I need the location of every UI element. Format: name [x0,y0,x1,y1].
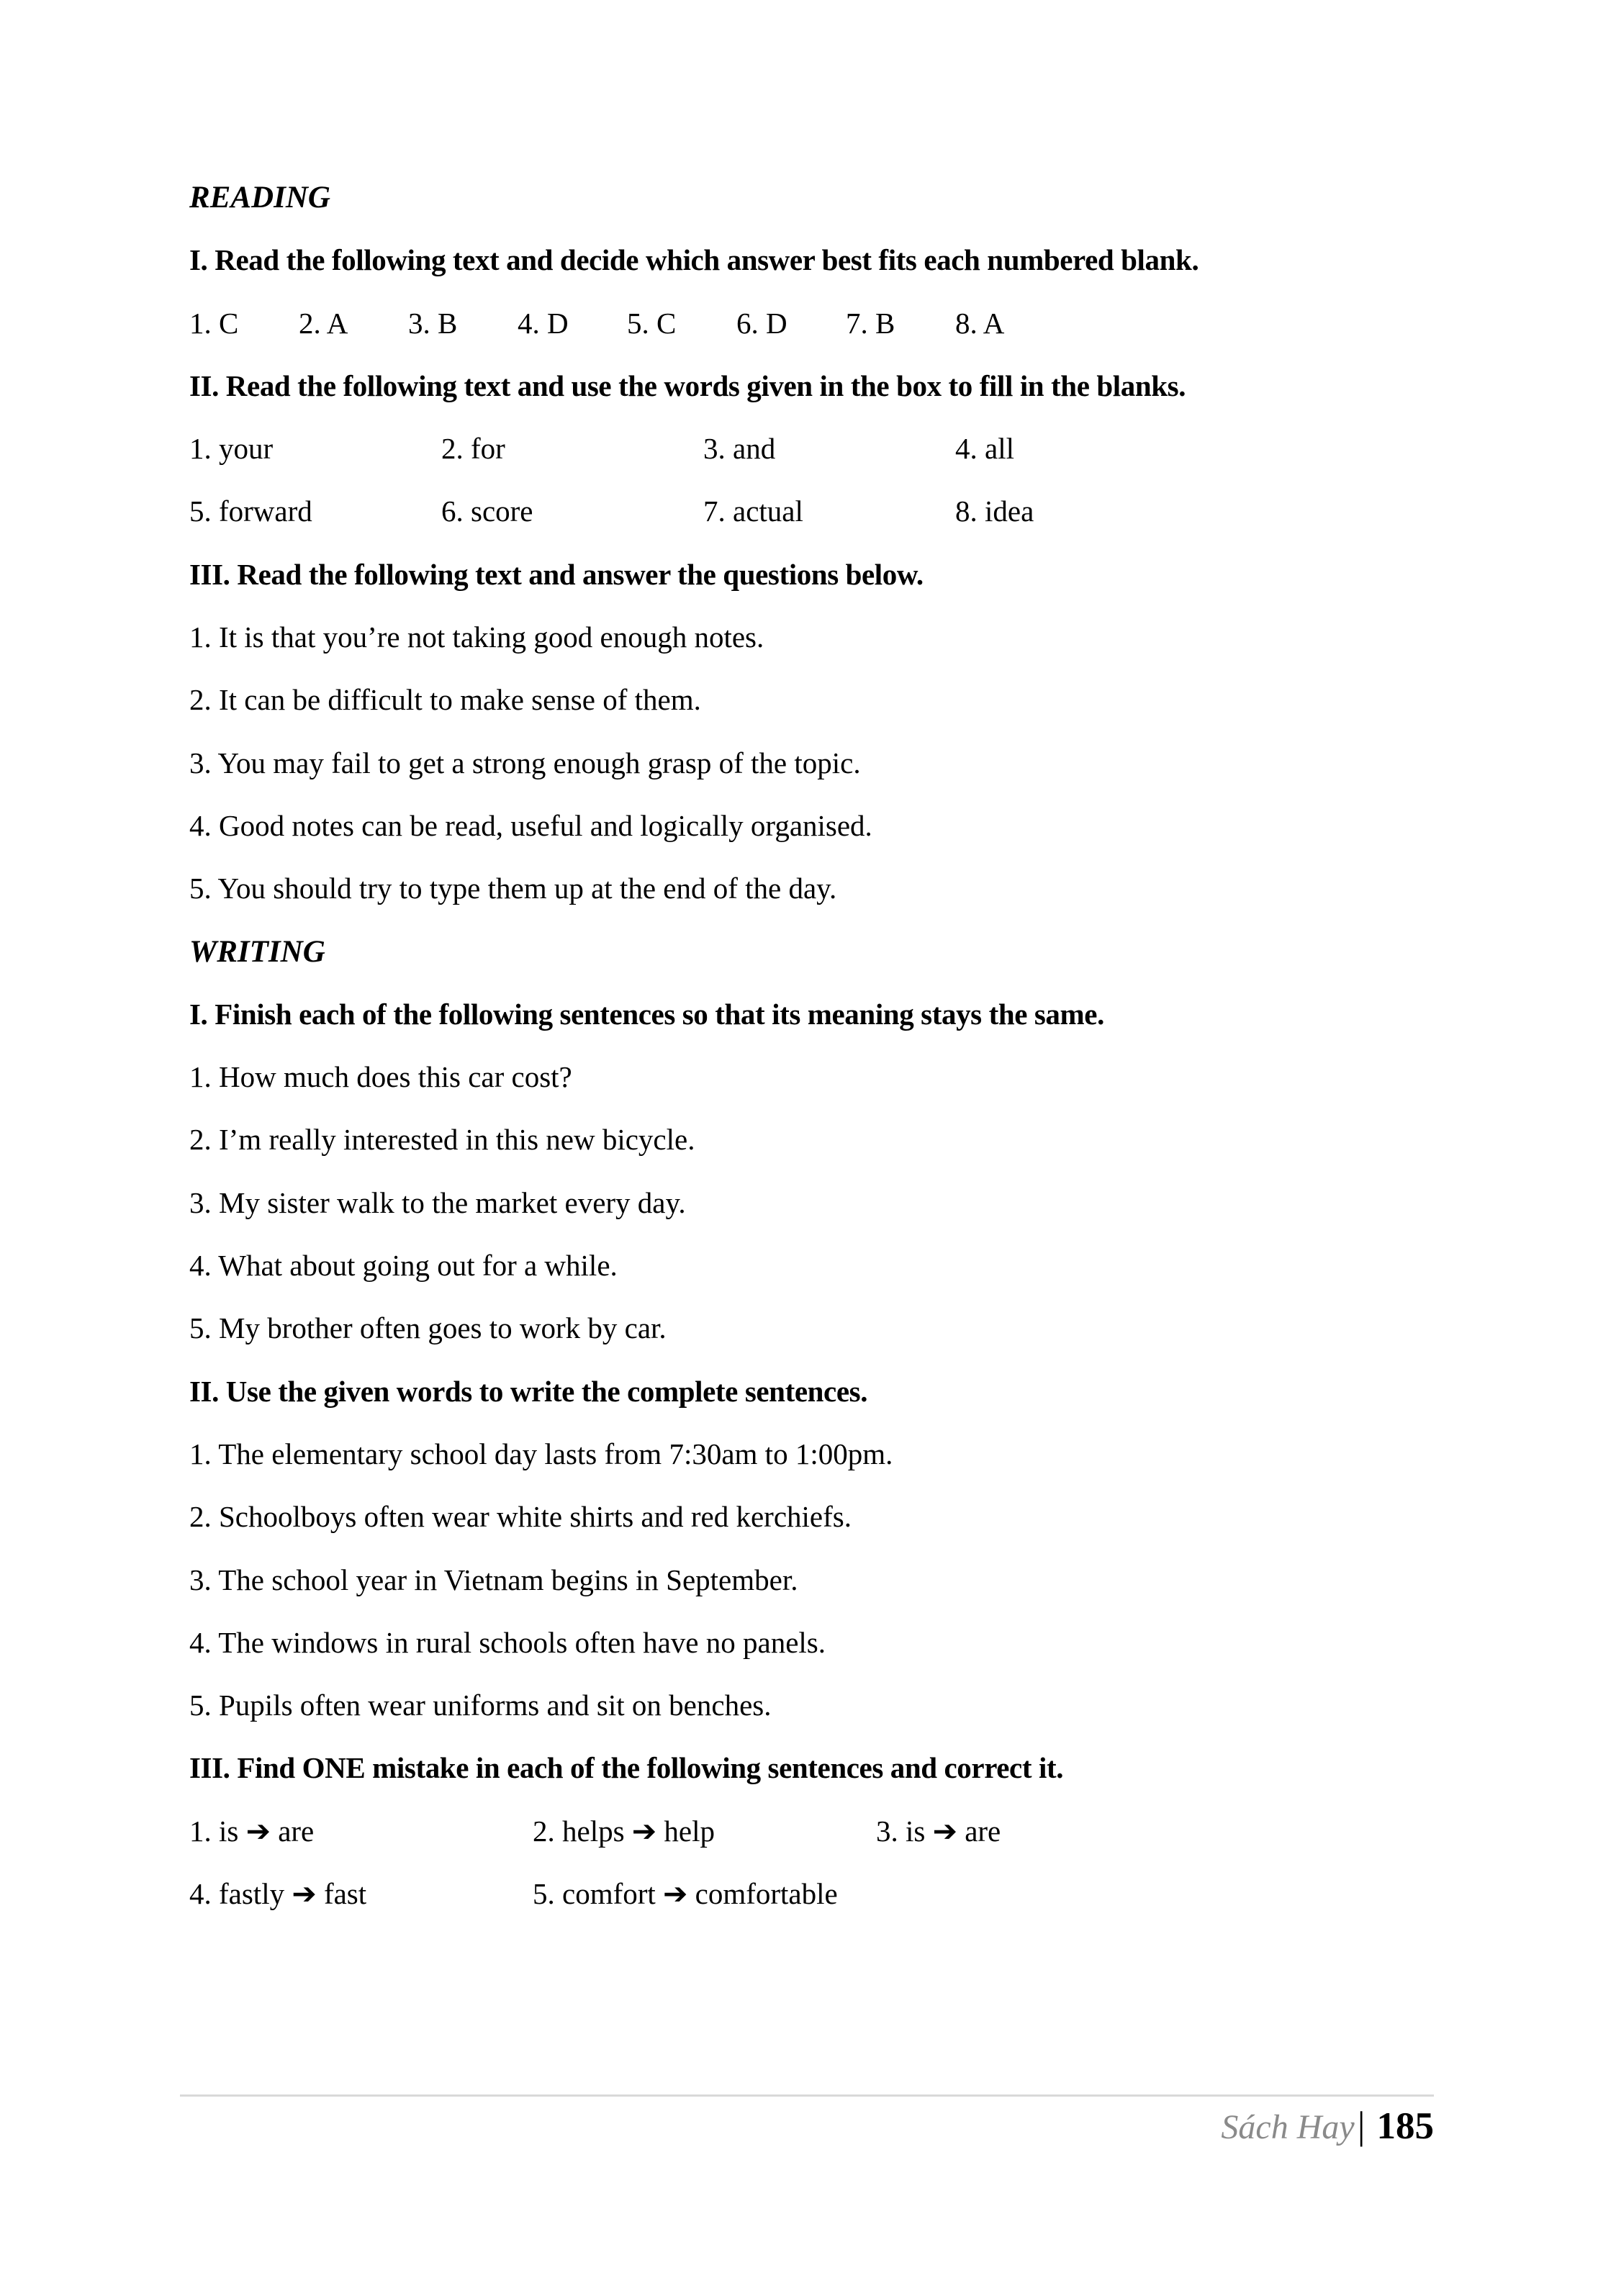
writing-section1-item-2: 2. I’m really interested in this new bicycle. [189,1123,695,1157]
footer-separator: | [1357,2104,1366,2147]
writing-section2-item-5: 5. Pupils often wear uniforms and sit on benches. [189,1689,772,1722]
reading-section2-answers-row1 [189,417,1435,480]
footer-divider [180,2094,1434,2097]
writing-section3-answers-row1 [189,1800,1435,1863]
mistake-item-1: 1. is ➔ are [189,1814,315,1848]
writing-section1-item-4: 4. What about going out for a while. [189,1249,618,1283]
reading-section1-answers [189,292,1435,355]
writing-section1-item-3: 3. My sister walk to the market every day. [189,1185,686,1219]
writing-section2-item-1: 1. The elementary school day lasts from 7:30am to 1:00pm. [189,1437,893,1470]
word-item-3: 3. and [703,432,776,466]
answer-item-2: 2. A [299,306,348,340]
mistake-item-5: 5. comfort ➔ comfortable [533,1877,838,1911]
answer-item-4: 4. D [518,306,569,340]
word-item-1: 1. your [189,432,274,466]
writing-section2-item-2: 2. Schoolboys often wear white shirts and red kerchiefs. [189,1500,852,1534]
reading-section3-item-4: 4. Good notes can be read, useful and logically organised. [189,808,872,842]
writing-section1-heading: I. Finish each of the following sentences so that its meaning stays the same. [189,997,1104,1031]
footer-page-number: 185 [1376,2105,1434,2147]
answer-item-5: 5. C [627,306,677,340]
footer-brand: Sách Hay [1221,2108,1355,2146]
mistake-item-2: 2. helps ➔ help [533,1814,715,1848]
writing-section3-heading: III. Find ONE mistake in each of the following sentences and correct it. [189,1751,1064,1785]
answer-item-8: 8. A [955,306,1005,340]
reading-section3-item-1: 1. It is that you’re not taking good enough notes. [189,620,764,654]
reading-section3-item-3: 3. You may fail to get a strong enough grasp of the topic. [189,746,861,779]
word-item-8: 8. idea [955,494,1034,528]
writing-section2-item-3: 3. The school year in Vietnam begins in September. [189,1563,798,1596]
mistake-item-4: 4. fastly ➔ fast [189,1877,367,1911]
reading-title: READING [189,181,330,214]
writing-title: WRITING [189,934,325,969]
reading-section2-heading: II. Read the following text and use the words given in the box to fill in the blanks. [189,369,1186,402]
writing-section1-item-1: 1. How much does this car cost? [189,1060,572,1094]
reading-section2-answers-row2 [189,480,1435,543]
answer-item-6: 6. D [736,306,787,340]
word-item-7: 7. actual [703,494,803,528]
writing-section2-item-4: 4. The windows in rural schools often have no panels. [189,1625,826,1659]
writing-section3-answers-row2 [189,1863,1435,1925]
word-item-6: 6. score [441,494,533,528]
answer-item-7: 7. B [846,306,895,340]
reading-section3-heading: III. Read the following text and answer the questions below. [189,557,924,591]
reading-section3-item-5: 5. You should try to type them up at the end of the day. [189,872,837,905]
word-item-2: 2. for [441,432,505,466]
mistake-item-3: 3. is ➔ are [876,1814,1001,1848]
footer [1221,2102,1434,2151]
reading-section1-heading: I. Read the following text and decide which answer best fits each numbered blank. [189,243,1199,277]
word-item-5: 5. forward [189,494,312,528]
answer-item-1: 1. C [189,306,239,340]
writing-section2-heading: II. Use the given words to write the complete sentences. [189,1374,868,1408]
answer-key-content [189,166,1435,1925]
writing-section1-item-5: 5. My brother often goes to work by car. [189,1311,667,1345]
word-item-4: 4. all [955,432,1014,466]
answer-item-3: 3. B [408,306,458,340]
reading-section3-item-2: 2. It can be difficult to make sense of them. [189,683,701,717]
